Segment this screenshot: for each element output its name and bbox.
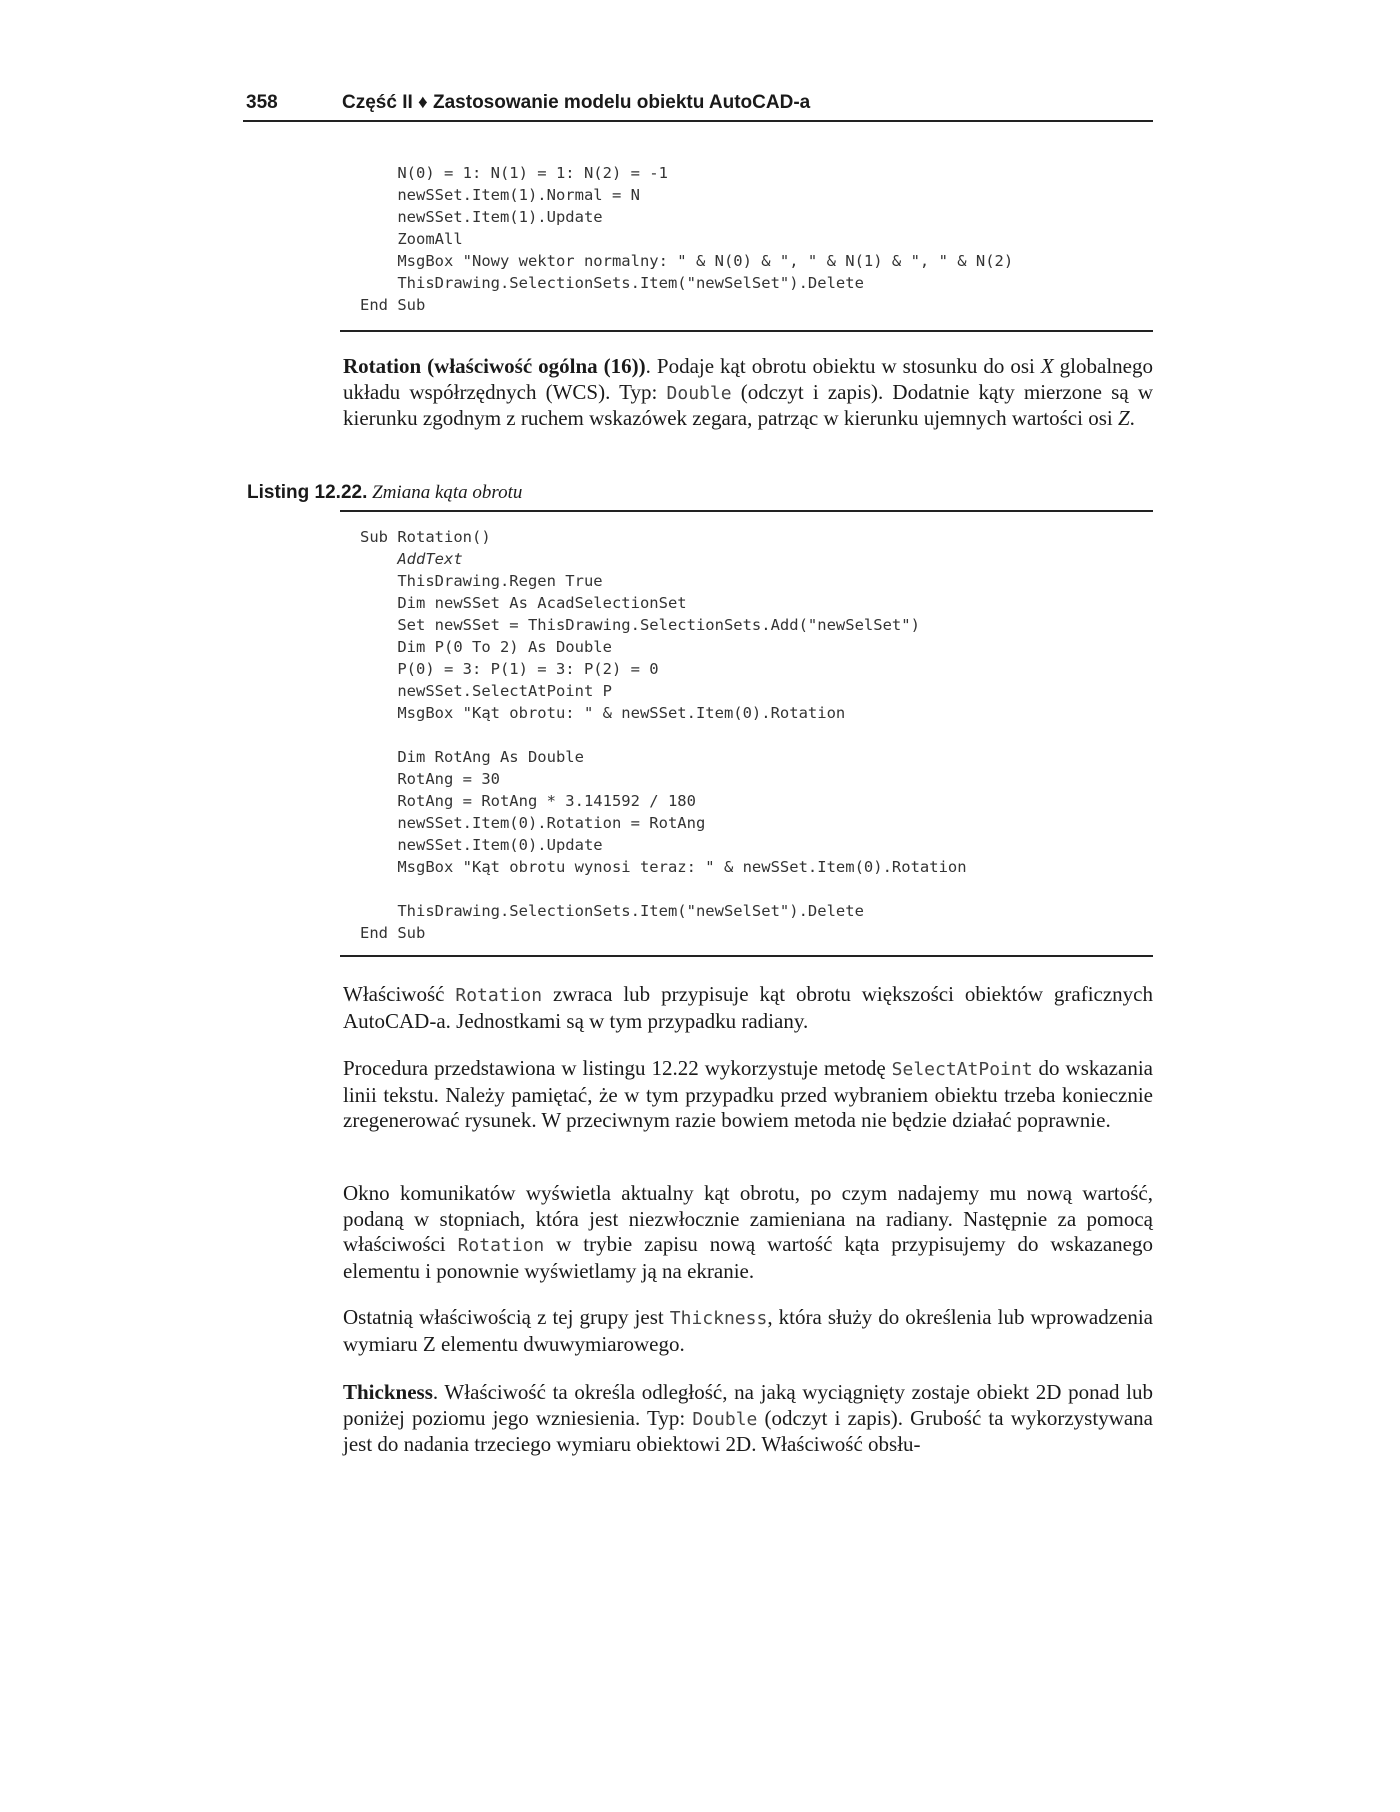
listing-bottom-rule <box>340 955 1153 957</box>
listing-top-rule <box>340 510 1153 512</box>
listing-title <box>247 482 522 504</box>
code-line: newSSet.Item(1).Update <box>360 208 603 226</box>
code-line: ZoomAll <box>360 230 463 248</box>
paragraph-last-property: Ostatnią właściwością z tej grupy jest Thickness, która służy do określenia lub wprowadzenia wymiaru Z elementu dwuwymiarowego. <box>343 1305 1153 1356</box>
listing-caption: Zmiana kąta obrotu <box>372 482 523 503</box>
running-header-title: Część II ♦ Zastosowanie modelu obiektu AutoCAD-a <box>342 92 811 113</box>
code-line: ThisDrawing.SelectionSets.Item("newSelSet").Delete <box>360 274 864 292</box>
term-thickness: Thickness <box>343 1380 433 1404</box>
code-line: newSSet.Item(1).Normal = N <box>360 186 640 204</box>
code-line: Sub Rotation() <box>360 528 491 546</box>
code-line: P(0) = 3: P(1) = 3: P(2) = 0 <box>360 660 659 678</box>
code-line: newSSet.Item(0).Update <box>360 836 603 854</box>
code-line: newSSet.SelectAtPoint P <box>360 682 612 700</box>
code-line: MsgBox "Kąt obrotu wynosi teraz: " & newSSet.Item(0).Rotation <box>360 858 967 876</box>
code-line: MsgBox "Nowy wektor normalny: " & N(0) & ", " & N(1) & ", " & N(2) <box>360 252 1014 270</box>
rotation-definition-paragraph: Rotation (właściwość ogólna (16)). Podaje kąt obrotu obiektu w stosunku do osi X globalnego układu współrzędnych (WCS). Typ: Double (odczyt i zapis). Dodatnie kąty mierzone są w kierunku zgodnym z ruchem wskazówek zegara, patrząc w kierunku ujemnych wartości osi Z. <box>343 354 1153 430</box>
code-line: Dim RotAng As Double <box>360 748 584 766</box>
thickness-definition-paragraph: Thickness. Właściwość ta określa odległość, na jaką wyciągnięty zostaje obiekt 2D ponad lub poniżej poziomu jego wzniesienia. Typ: Double (odczyt i zapis). Grubość ta wykorzystywana jest do nadania trzeciego wymiaru obiektowi 2D. Właściwość obsłu- <box>343 1380 1153 1456</box>
code-line: newSSet.Item(0).Rotation = RotAng <box>360 814 706 832</box>
code-line: End Sub <box>360 296 426 314</box>
listing-label: Listing 12.22. <box>247 482 368 503</box>
paragraph-procedure: Procedura przedstawiona w listingu 12.22 wykorzystuje metodę SelectAtPoint do wskazania linii tekstu. Należy pamiętać, że w tym przypadku przed wybraniem obiektu trzeba koniecznie zregenerować rysunek. W przeciwnym razie bowiem metoda nie będzie działać poprawnie. <box>343 1056 1153 1132</box>
code-line: RotAng = RotAng * 3.141592 / 180 <box>360 792 696 810</box>
page-number: 358 <box>246 92 278 113</box>
code-line: ThisDrawing.SelectionSets.Item("newSelSet").Delete <box>360 902 864 920</box>
code-block-top <box>360 162 1013 316</box>
code-line: AddText <box>360 550 463 568</box>
code-block-bottom-rule <box>340 330 1153 332</box>
code-line: RotAng = 30 <box>360 770 500 788</box>
paragraph-rotation-usage: Właściwość Rotation zwraca lub przypisuje kąt obrotu większości obiektów graficznych AutoCAD-a. Jednostkami są w tym przypadku radiany. <box>343 982 1153 1033</box>
listing-code-block <box>360 526 967 944</box>
code-line: MsgBox "Kąt obrotu: " & newSSet.Item(0).Rotation <box>360 704 846 722</box>
code-line: ThisDrawing.Regen True <box>360 572 603 590</box>
code-line: N(0) = 1: N(1) = 1: N(2) = -1 <box>360 164 668 182</box>
paragraph-message-box: Okno komunikatów wyświetla aktualny kąt obrotu, po czym nadajemy mu nową wartość, podaną w stopniach, która jest niezwłocznie zamieniana na radiany. Następnie za pomocą właściwości Rotation w trybie zapisu nową wartość kąta przypisujemy do wskazanego elementu i ponownie wyświetlamy ją na ekranie. <box>343 1181 1153 1283</box>
code-line: Dim P(0 To 2) As Double <box>360 638 612 656</box>
code-line: End Sub <box>360 924 426 942</box>
page-header <box>243 88 1153 122</box>
code-line: Set newSSet = ThisDrawing.SelectionSets.Add("newSelSet") <box>360 616 920 634</box>
term-rotation: Rotation (właściwość ogólna (16)) <box>343 354 646 378</box>
code-line: Dim newSSet As AcadSelectionSet <box>360 594 687 612</box>
